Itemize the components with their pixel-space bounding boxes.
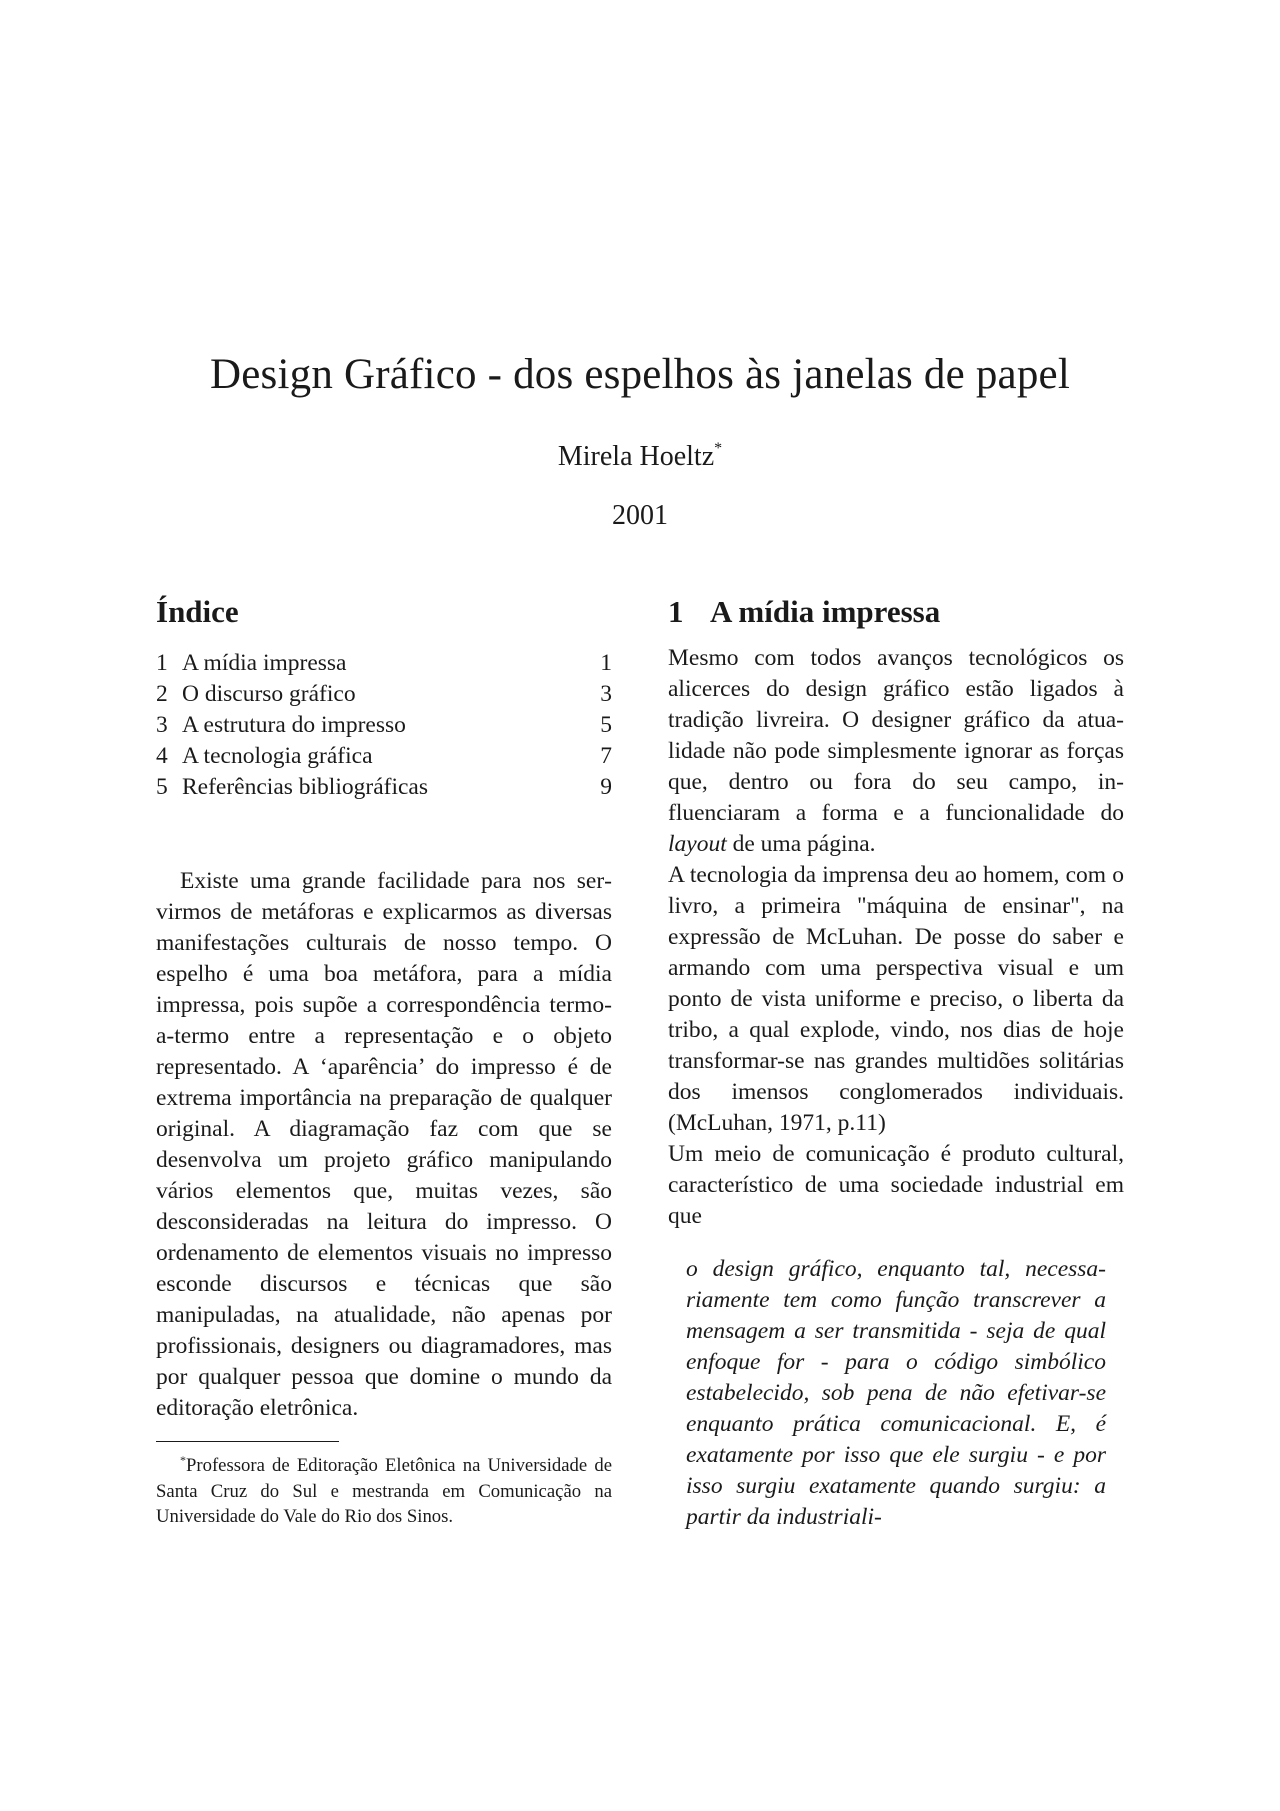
toc-item — [156, 710, 612, 741]
toc-item-number: 4 — [156, 743, 168, 769]
publication-year: 2001 — [612, 500, 668, 531]
section-paragraph-2: A tecnologia da imprensa deu ao homem, com o livro, a primeira "máquina de ensinar", na expressão de McLuhan. De posse do saber e armando com uma perspectiva visual e um ponto de vista uniforme e preciso, o liberta da tribo, a qual explode, vindo, nos dias de hoje transformar-se nas grandes multidões solitárias dos imensos conglomerados individuais. (McLuhan, 1971, p.11) — [668, 862, 1124, 1136]
paragraph-text: de uma página. — [732, 831, 876, 857]
toc-item — [156, 741, 612, 772]
italic-term: layout — [668, 831, 727, 857]
toc-item-number: 5 — [156, 774, 168, 800]
left-column — [156, 592, 612, 1530]
toc-item-page: 1 — [600, 650, 612, 676]
footnote-divider — [156, 1441, 339, 1442]
toc-item-page: 7 — [600, 743, 612, 769]
author-name: Mirela Hoeltz — [557, 441, 715, 472]
toc-item-page: 5 — [600, 712, 612, 738]
section-paragraph-3: Um meio de comunicação é produto cultural, característico de uma sociedade industrial em que — [668, 1141, 1124, 1229]
toc-item — [156, 772, 612, 803]
intro-paragraph: Existe uma grande facilidade para nos servirmos de metáforas e explicarmos as diversas manifestações culturais de nosso tempo. O espelho é uma boa metáfora, para a mídia impressa, pois supõe a correspondência termo-a-termo entre a representação e o objeto representado. A ‘aparência’ do impresso é de extrema importância na preparação de qualquer original. A diagramação faz com que se desenvolva um projeto gráfico manipulando vários elementos que, muitas vezes, são desconsideradas na leitura do impresso. O ordenamento de elementos visuais no impresso esconde discursos e técnicas que são manipuladas, na atualidade, não apenas por profissionais, designers ou diagramadores, mas por qualquer pessoa que domine o mundo da editoração eletrônica. — [156, 868, 612, 1421]
toc-item-page: 3 — [600, 681, 612, 707]
table-of-contents — [156, 648, 612, 803]
footnote — [156, 1448, 612, 1530]
author-line — [0, 440, 1280, 473]
section-number: 1 — [668, 594, 684, 629]
toc-item-label: Referências bibliográficas — [182, 774, 428, 800]
right-column — [668, 592, 1124, 1533]
toc-item-number: 3 — [156, 712, 168, 738]
paragraph-text: Mesmo com todos avanços tecnológicos os alicerces do design gráfico estão ligados à tradição livreira. O designer gráfico da atualidade não pode simplesmente ignorar as forças que, dentro ou fora do seu campo, influenciaram a forma e a funcionalidade do — [668, 645, 1124, 826]
section-title: A mídia impressa — [710, 594, 941, 629]
toc-item-label: A estrutura do impresso — [182, 712, 406, 738]
paper-title: Design Gráfico - dos espelhos às janelas de papel — [210, 351, 1070, 398]
toc-item-number: 1 — [156, 650, 168, 676]
toc-item-label: A tecnologia gráfica — [182, 743, 373, 769]
footnote-mark: * — [180, 1453, 186, 1467]
toc-item-page: 9 — [600, 774, 612, 800]
toc-item-label: A mídia impressa — [182, 650, 347, 676]
toc-item — [156, 679, 612, 710]
author-footnote-mark: * — [714, 440, 723, 457]
section-heading — [668, 592, 1124, 632]
section-paragraph-1 — [668, 643, 1124, 860]
block-quote: o design gráfico, enquanto tal, necessariamente tem como função transcrever a mensagem a ser transmitida - seja de qual enfoque for - para o código simbólico estabelecido, sob pena de não efetivar-se enquanto prática comunicacional. E, é exatamente por isso que ele surgiu - e por isso surgiu exatamente quando surgiu: a partir da industriali- — [686, 1256, 1106, 1530]
toc-heading: Índice — [156, 594, 239, 629]
toc-item-label: O discurso gráfico — [182, 681, 356, 707]
footnote-text: Professora de Editoração Eletônica na Universidade de Santa Cruz do Sul e mestranda em Comunicação na Universidade do Vale do Rio dos Sinos. — [156, 1455, 612, 1528]
toc-item-number: 2 — [156, 681, 168, 707]
toc-item — [156, 648, 612, 679]
